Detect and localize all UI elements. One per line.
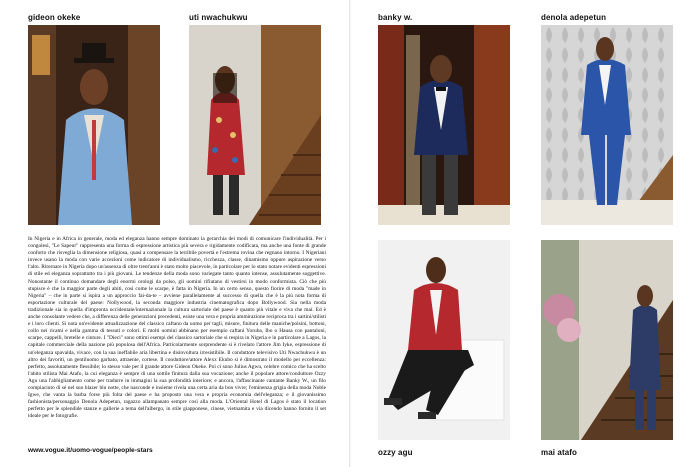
name-caption: denola adepetun xyxy=(541,13,607,22)
photo-denola-adepetun xyxy=(541,25,673,225)
photo-ozzy-agu xyxy=(378,240,510,440)
name-caption: banky w. xyxy=(378,13,413,22)
article-body: In Nigeria e in Africa in generale, moda ed eleganza hanno sempre dominato la gerarchia dei modi di comunicare l'individualità. Per i congolesi, "Le Sapeur" rappresenta una forma di espressione artistica più severa e rigidamente codificata, ma anche una fonte di grande conforto che risveglia la dimensione religiosa, quasi a compensare la terribile povertà e l'estrema rovina che regnano intorno. I Nigeriani invece usano la moda con varie accezioni come indicatore di individualismo, ricchezza, classe, dinamismo oppure aspirazione verso l'alto. Ritornare in Nigeria dopo un'assenza di oltre trent'anni è stato molto piacevole, in particolare per lo stato notare evidenti espressioni di stile ed eleganza soprattutto tra i più giovani. Le tendenze della moda sono variegate tanto quanto intense, assolutamente soggettive. Nonostante il continuo domandare degli enormi orologi da polso, gli uomini rifiutano di vestirsi in modo conformista. Ciò che più stupisce è che la maggior parte degli abiti, così come le scarpe, è fatta in Nigeria. In un certo senso, questo fiorire di moda "made in Nigeria" – che in parte si ispira a un approccio fai-da-te – avviene parallelamente al successo di quella che è la più nota forma di esportazione culturale del paese: Nollywood, la seconda maggiore industria cinematografica dopo Bollywood. Sia nella moda tradizionale sia in quella d'impronta occidentale/internazionale la cultura sartoriale del paese è quanto più vitale e viva che mai. Ed è anche consolante vedere che, a differenza delle generazioni precedenti, esiste una vera e propria ammirazione reciproca tra i sartini/stilisti e i loro clienti. Si nota un'evidente attualizzazione del classico caftano da uomo per tagli, misure, finitura delle maniche/polsini, bottoni, collo nei ricami e nella gamma di tessuti e colori. E molti uomini abbinano per esempio caftani Yoruba, Ibo o Hausa con pantaloni, scarpe, cappelli, bretelle e cinture. I "Dieci" sono ottimi esempi del classico sartoriale che si respira in Nigeria e in particolare a Lagos, la capitale commerciale della nazione più popolosa dell'Africa. Particolarmente sorprendente si è rivelato l'attore Jim Iyke, espressione di un'eleganza spavalda, vivace, con la sua ineffabile aria libertina e disinvoltura irresistibile. Il conduttore televisivo Uti Nwachukwu è un altro dei favoriti, un gentiluomo garbato, attraente, cortese. Il conduttore/attore Alexx Ekubo si è dimostrato il modello per eccellenza: perfetto, assolutamente flessibile; lo stesso vale per il grande attore Gideon Okeke. Poi ci sono Julius Agwu, celebre comico che ha scelto l'abito stilista Mai Atafo, la cui eleganza è sempre di una sottile finitura dalla sua vocazione; anche il popolare attore/conduttore Ozzy Agu una l'abbigliamento come per tradurre in immagini la sua profondità interiore; e ancora, l'affascinante cantante Banky W., un filo compiaciuto di sé nel suo blazer blu notte, che nasconde e insieme rivela una certa aria da bon vivre; l'eminenza grigia della moda Noble Igwe, che vanta la barba forse più folta del paese e ha proposto una vera e propria economia dell'eleganza; e il giovanissimo fashionista/personaggio Denola Adepetun, ragazzo allampanato sempre così alla moda. L'Oriental Hotel di Lagos è stato il location perfetto per le splendide stanze e gallerie a tema dell'albergo, in stile giapponese, cinese, vietnamita e via dicendo hanno fornito il set ideale per le fotografie. xyxy=(28,236,326,420)
photo-gideon-okeke xyxy=(28,25,160,225)
photo-uti-nwachukwu xyxy=(189,25,321,225)
footer-url: www.vogue.it/uomo-vogue/people-stars xyxy=(28,447,153,454)
name-caption: mai atafo xyxy=(541,448,578,457)
page-gutter xyxy=(349,0,351,467)
photo-mai-atafo xyxy=(541,240,673,440)
name-caption: uti nwachukwu xyxy=(189,13,248,22)
name-caption: gideon okeke xyxy=(28,13,81,22)
name-caption: ozzy agu xyxy=(378,448,413,457)
photo-banky-w xyxy=(378,25,510,225)
